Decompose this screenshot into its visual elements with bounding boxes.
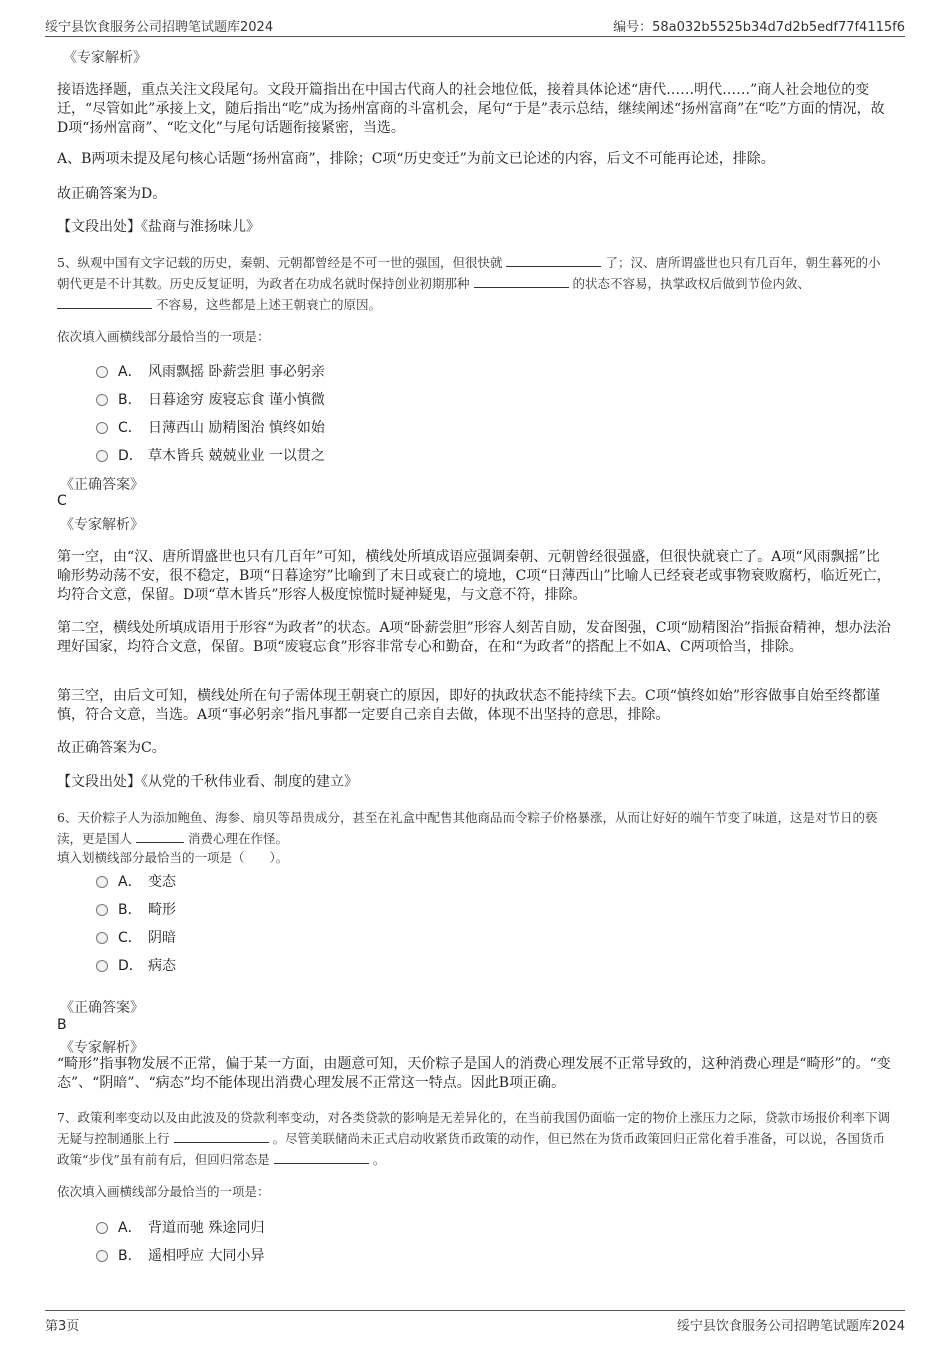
q6-stem-part-1: 6、天价粽子人为添加鲍鱼、海参、扇贝等昂贵成分，甚至在礼盒中配售其他商品而令粽子价格暴涨，从而让好好的端午节变了味道，这是对节日的亵渎，更是国人 [57,810,878,846]
q5-analysis-paragraph-1: 第一空，由“汉、唐所谓盛世也只有几百年”可知，横线处所填成语应强调秦朝、元朝曾经很强盛，但很快就衰亡了。A项“风雨飘摇”比喻形势动荡不安，很不稳定，B项“日暮途穷”比喻到了末日或衰亡的境地，C项“日薄西山”比喻人已经衰老或事物衰败腐朽，临近死亡，均符合文意，保留。D项“草木皆兵”形容人极度惊慌时疑神疑鬼，与文意不符，排除。 [57,549,891,603]
correct-answer-label: 《正确答案》 [60,1000,144,1016]
q4-analysis-paragraph-1: 接语选择题，重点关注文段尾句。文段开篇指出在中国古代商人的社会地位低，接着具体论述“唐代……明代……”商人社会地位的变迁，“尽管如此”承接上文，随后指出“吃”成为扬州富商的斗富机会，尾句“于是”表示总结，继续阐述“扬州富商”在“吃”方面的情况，故D项“扬州富商”、“吃文化”与尾句话题衔接紧密，当选。 [57,82,885,136]
page-number: 第3页 [45,1319,80,1334]
q5-stem-part-2: 了；汉、唐所谓盛世也只有几百年，朝生暮死的小朝代更是不计其数。历史反复证明，为政者在功成名就时保持创业初期那种 [57,255,881,291]
q7-stem-part-1: 7、政策利率变动以及由此波及的贷款利率变动，对各类贷款的影响是无差异化的，在当前我国仍面临一定的物价上涨压力之际，贷款市场报价利率下调无疑与控制通胀上行 [57,1110,890,1146]
q6-stem [57,807,892,849]
q7-stem [57,1107,892,1170]
q6-stem-part-2: 消费心理在作怪。 [187,831,288,846]
q5-prompt: 依次填入画横线部分最恰当的一项是： [57,329,270,344]
q5-blank-3 [57,295,152,309]
radio-icon[interactable] [96,1250,108,1262]
page-footer [45,1310,905,1333]
radio-icon[interactable] [96,366,108,378]
footer-title: 绥宁县饮食服务公司招聘笔试题库2024 [676,1319,905,1334]
radio-icon[interactable] [96,960,108,972]
q5-answer: C [57,493,67,509]
q6-prompt: 填入划横线部分最恰当的一项是（ ）。 [57,850,289,865]
radio-icon[interactable] [96,932,108,944]
q7-blank-1 [174,1129,269,1143]
radio-icon[interactable] [96,876,108,888]
q7-blank-2 [274,1150,369,1164]
q5-analysis-paragraph-3: 第三空，由后文可知，横线处所在句子需体现王朝衰亡的原因，即好的执政状态不能持续下去。C项“慎终如始”形容做事自始至终都谨慎，符合文意，当选。A项“事必躬亲”指凡事都一定要自己亲自去做，体现不出坚持的意思，排除。 [57,688,881,723]
q5-stem-part-1: 5、纵观中国有文字记载的历史，秦朝、元朝都曾经是不可一世的强国，但很快就 [57,255,503,270]
correct-answer-label: 《正确答案》 [60,477,144,493]
q7-stem-part-2: 。尽管美联储尚未正式启动收紧货币政策的动作，但已然在为货币政策回归正常化着手准备，可以说，各国货币政策“步伐”虽有前有后，但回归常态是 [57,1131,885,1167]
radio-icon[interactable] [96,394,108,406]
q4-source: 【文段出处】《盐商与淮扬味儿》 [57,219,260,235]
q5-stem [57,252,892,315]
header-doc-id: 编号：58a032b5525b34d7d2b5edf77f4115f6 [613,20,905,35]
q5-blank-2 [474,274,569,288]
expert-analysis-label: 《专家解析》 [60,1040,144,1056]
q6-answer: B [57,1017,67,1033]
q5-conclusion: 故正确答案为C。 [57,740,166,756]
q7-stem-part-3: 。 [372,1152,386,1167]
q7-prompt: 依次填入画横线部分最恰当的一项是： [57,1184,270,1199]
radio-icon[interactable] [96,904,108,916]
q6-blank-1 [136,829,184,843]
q5-analysis-paragraph-2: 第二空，横线处所填成语用于形容“为政者”的状态。A项“卧薪尝胆”形容人刻苦自励，发奋图强，C项“励精图治”指振奋精神，想办法治理好国家，均符合文意，保留。B项“废寝忘食”形容非常专心和勤奋，在和“为政者”的搭配上不如A、C两项恰当，排除。 [57,620,891,655]
page-header [45,14,905,37]
q4-conclusion: 故正确答案为D。 [57,186,167,202]
radio-icon[interactable] [96,1222,108,1234]
radio-icon[interactable] [96,422,108,434]
q4-analysis-paragraph-2: A、B两项未提及尾句核心话题“扬州富商”，排除；C项“历史变迁”为前文已论述的内容，后文不可能再论述，排除。 [57,151,775,167]
expert-analysis-label: 《专家解析》 [63,50,147,66]
q5-stem-part-4: 不容易，这些都是上述王朝衰亡的原因。 [155,297,381,312]
q5-blank-1 [506,253,601,267]
header-title: 绥宁县饮食服务公司招聘笔试题库2024 [45,20,274,35]
expert-analysis-label: 《专家解析》 [60,517,144,533]
radio-icon[interactable] [96,450,108,462]
q5-stem-part-3: 的状态不容易，执掌政权后做到节俭内敛、 [572,276,810,291]
q6-analysis: “畸形”指事物发展不正常，偏于某一方面，由题意可知，天价粽子是国人的消费心理发展不正常导致的，这种消费心理是“畸形”的。“变态”、“阴暗”、“病态”均不能体现出消费心理发展不正常这一特点。因此B项正确。 [57,1056,891,1091]
q5-source: 【文段出处】《从党的千秋伟业看、制度的建立》 [57,774,358,790]
